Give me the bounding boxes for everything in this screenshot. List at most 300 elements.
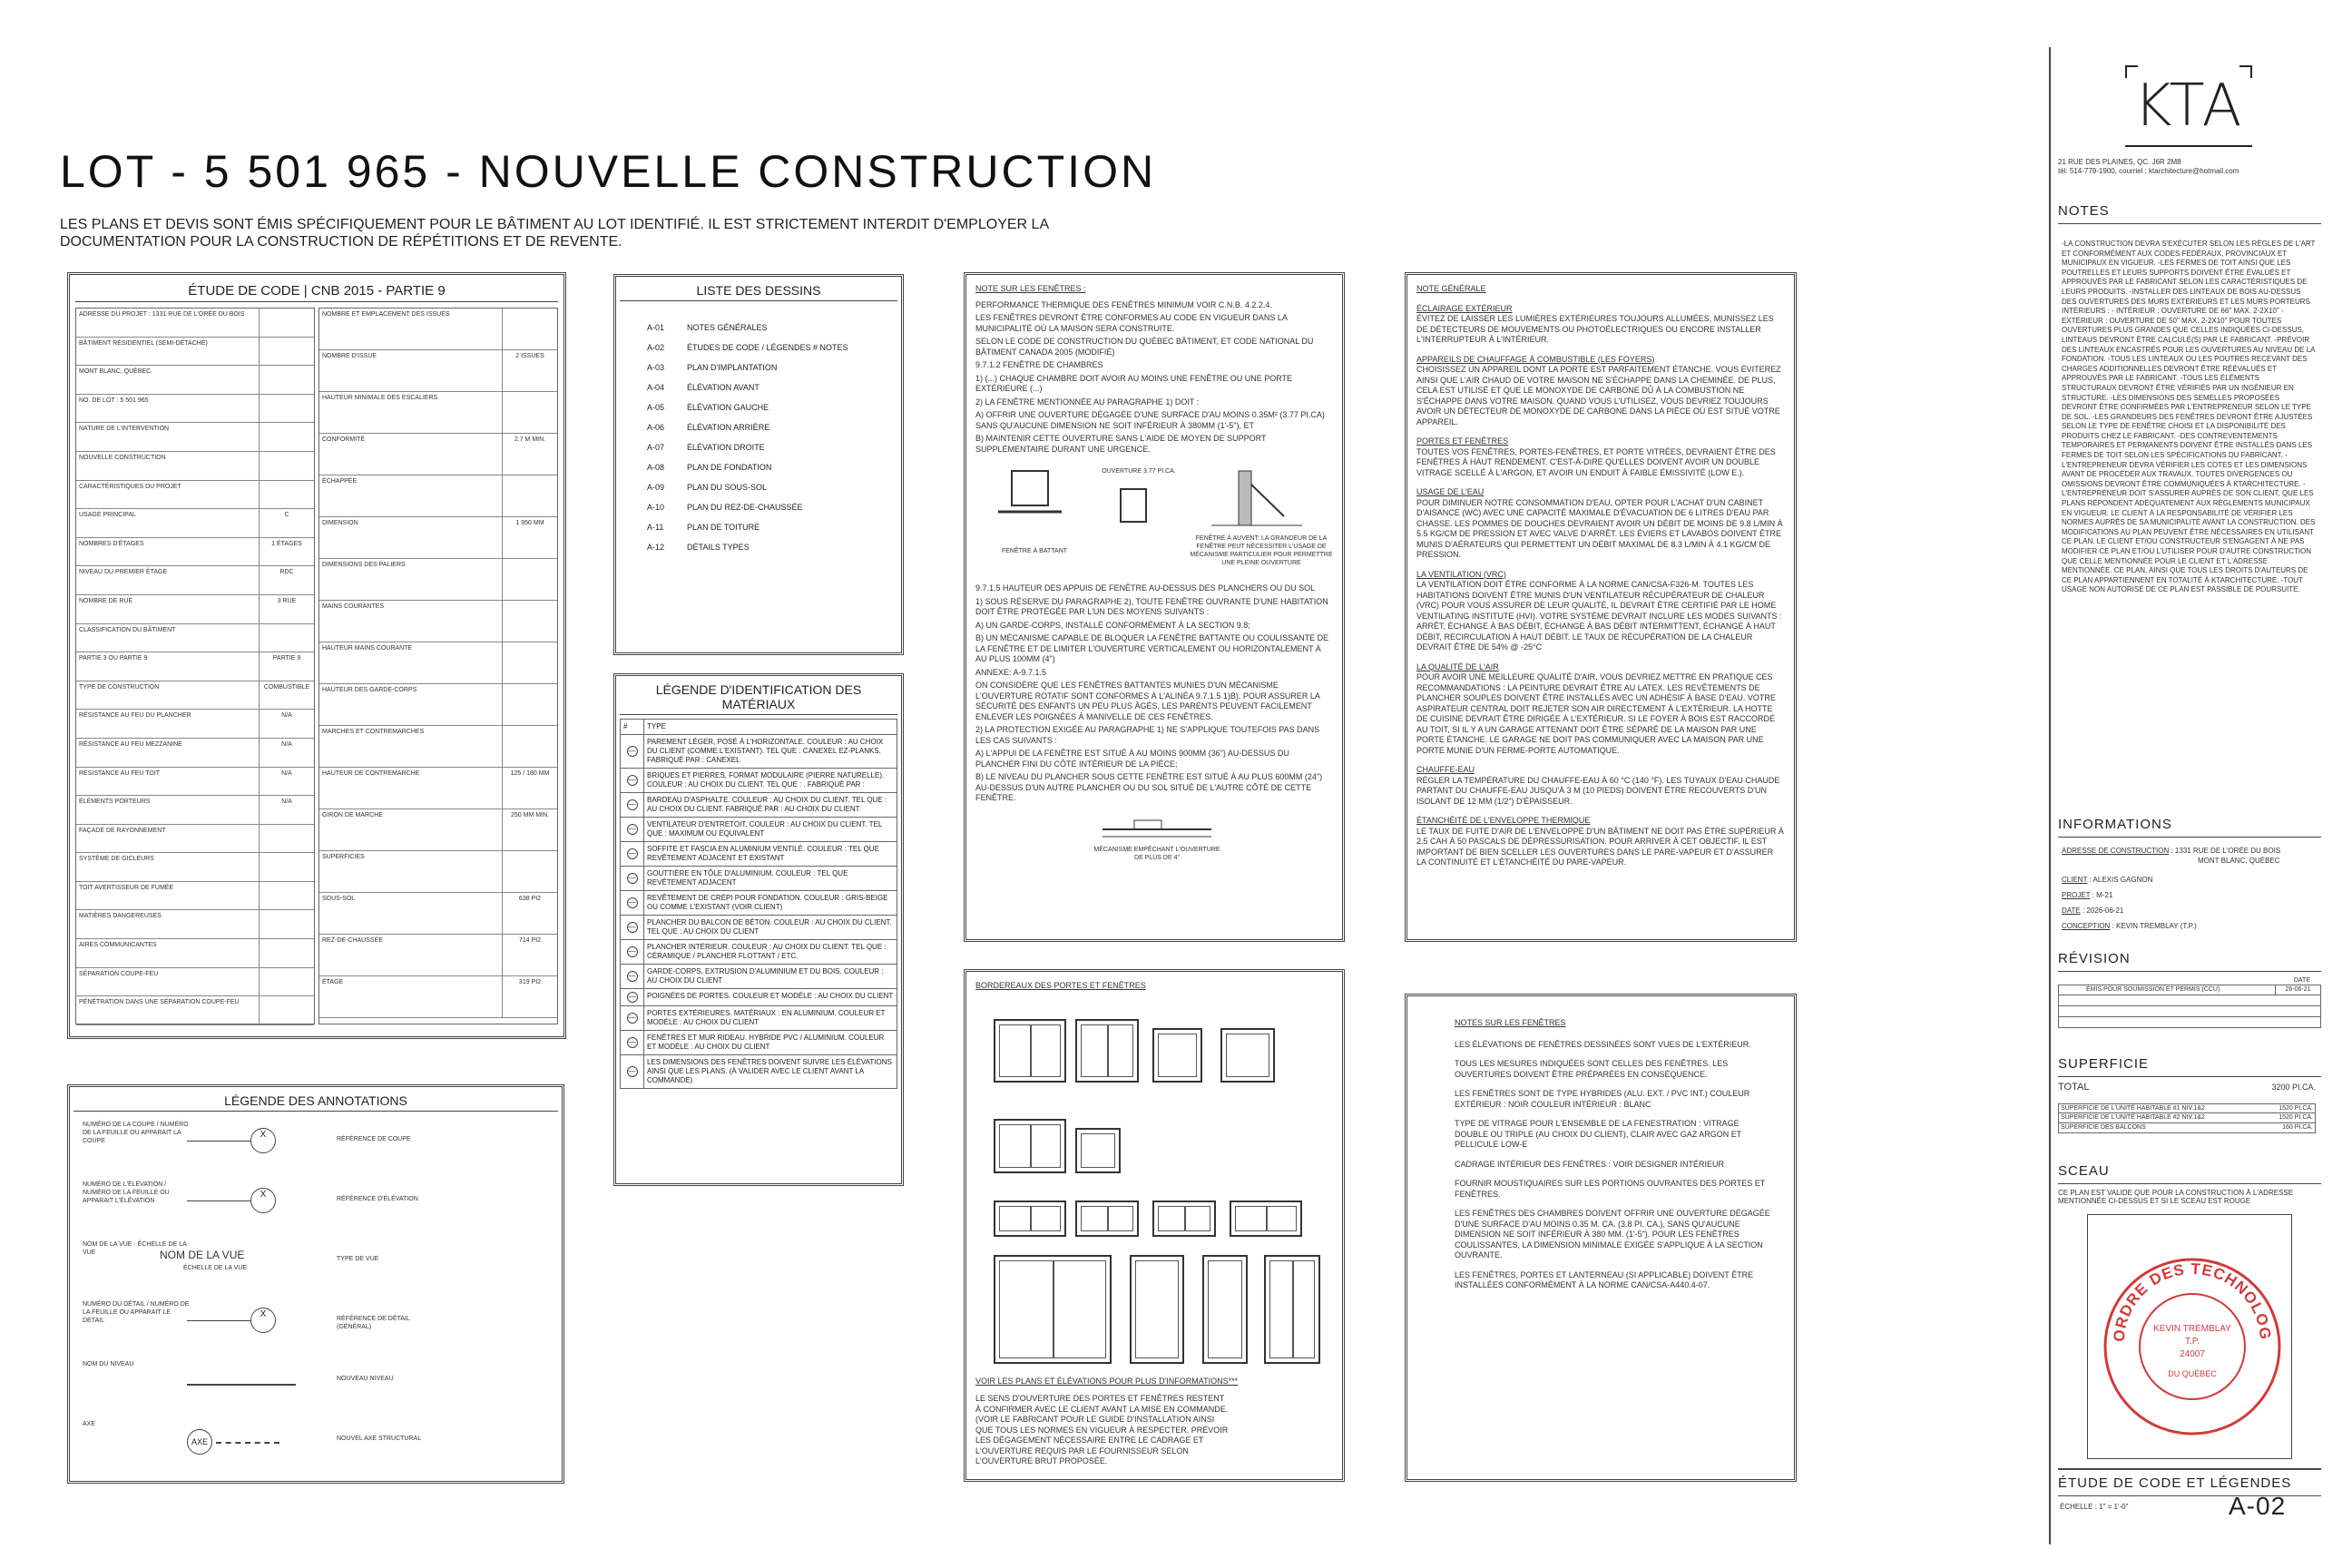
code-label: HAUTEUR MINIMALE DES ESCALIERS [319,392,503,433]
materials-legend-panel [613,673,904,1186]
frames-schedule-title: BORDEREAUX DES PORTES ET FENÊTRES [975,981,1146,990]
code-row [319,517,557,559]
logo [2125,65,2252,147]
code-row [76,538,314,567]
code-value: PARTIE 9 [272,655,301,662]
revision-heading: RÉVISION [2058,951,2131,966]
code-label: NOMBRE DE RUE [76,595,260,623]
code-value [260,309,314,337]
code-row [319,726,557,768]
annotation-desc: AXE [83,1421,96,1427]
code-value [260,853,314,881]
drawing-number: A-08 [647,463,665,472]
general-note-text: POUR DIMINUER NOTRE CONSOMMATION D'EAU, OPTER POUR L'ACHAT D'UN CABINET D'AISANCE (WC) AVEC UNE CAPACITÉ MAXIMALE D'ÉVACUATION DE 6 LITRES D'EAU PAR CHASSE. LES POMMES DE DOUCHES DEVRAIENT AVOIR UN DÉBIT DE MOINS DE 9.8 L/MIN À 5.5 KG/CM DE PRESSION ET AVEC VALVE D'ARRÊT. LES ÉVIERS ET LAVABOS DOIVENT ÊTRE MUNIS D'AÉRATEURS QUI PERMETTENT UN DÉBIT MAXIMAL DE 8.3 L/MIN À 4.1 KG/CM DE PRESSION. [1416,497,1783,559]
general-note-heading: USAGE DE L'EAU [1416,487,1485,496]
code-label: TYPE DE CONSTRUCTION [76,681,260,710]
code-label: RÉSISTANCE AU FEU MEZZANINE [76,739,260,767]
material-row [621,891,897,916]
material-icon-cell [621,891,644,916]
client-label: CLIENT [2062,876,2088,884]
code-label: BÂTIMENT RÉSIDENTIEL (SEMI-DÉTACHÉ) [76,338,260,366]
material-icon-cell [621,793,644,818]
code-row [319,392,557,434]
material-tag-icon: — [628,849,636,858]
material-icon-cell [621,842,644,867]
window-note-line: 2) LA PROTECTION EXIGÉE AU PARAGRAPHE 1) NE S'APPLIQUE TOUTEFOIS PAS DANS LES CAS SUIVANTS : [975,725,1320,745]
window-note-line: LES FENÊTRES DEVRONT ÊTRE CONFORMES AU CODE EN VIGUEUR DANS LA MUNICIPALITÉ OÙ LA MAISON SERA CONSTRUITE. [975,313,1288,333]
code-value [503,601,557,642]
code-label: HAUTEUR DES GARDE-CORPS [319,684,503,725]
code-value [503,309,557,349]
material-icon-cell [621,867,644,891]
annotation-symbol [196,1364,305,1404]
seal-frame [2087,1214,2292,1459]
axis-label: AXE [191,1437,208,1446]
drawing-name: PLAN DE FONDATION [687,463,772,472]
window-note-2-line: LES FENÊTRES, PORTES ET LANTERNEAU (SI APPLICABLE) DOIVENT ÊTRE INSTALLÉES CONFORMÉMENT À LA NORME CAN/CSA-A440.4-07. [1455,1269,1754,1289]
annotation-type: NOUVEL AXE STRUCTURAL [337,1436,422,1442]
code-value [260,423,314,451]
code-value [503,392,557,433]
material-tag-icon: — [628,1067,636,1075]
window-note-2-line: FOURNIR MOUSTIQUAIRES SUR LES PORTIONS OUVRANTES DES PORTES ET FENÊTRES. [1455,1179,1766,1199]
code-value: 638 PI2 [518,896,542,902]
code-row [319,768,557,809]
code-value [260,481,314,509]
window-elevation [1075,1128,1121,1173]
code-row [76,366,314,395]
drawing-row [620,517,897,537]
code-value [260,452,314,480]
code-label: NOMBRE D'ISSUE [319,350,503,391]
sheet-title: LOT - 5 501 965 - NOUVELLE CONSTRUCTION [60,146,1157,197]
window-notes-2-title: NOTES SUR LES FENÊTRES [1455,1018,1566,1027]
drawing-name: PLAN DU SOUS-SOL [687,483,768,492]
drawing-number: A-09 [647,483,665,492]
annotation-desc: NUMÉRO DE L'ÉLÉVATION / NUMÉRO DE LA FEUILLE OU APPARAIT L'ÉLÉVATION [83,1181,170,1204]
code-row [76,624,314,653]
seal-qc: DU QUÉBEC [2168,1369,2217,1378]
general-note-text: POUR AVOIR UNE MEILLEURE QUALITÉ D'AIR, VOUS DEVRIEZ METTRE EN PRATIQUE CES RECOMMANDATIONS : LA PEINTURE DEVRAIT ÊTRE AU LATEX. LES REVÊTEMENTS DE PLANCHER SOUPLES DOIVENT ÊTRE INSTALLÉS AVEC UN ADHÉSIF À BASE D'EAU. VOTRE ASPIRATEUR CENTRAL DOIT REJETER SON AIR DIRECTEMENT À L'EXTÉRIEUR. LA HOTTE DE CUISINE DEVRAIT ÊTRE DIRIGÉE À L'EXTÉRIEUR. SI LE FOYER À BOIS EST RACCORDÉ AU TOIT, SI IL Y A UN GARAGE ATTENANT DOIT ÊTRE SÉPARÉ DE LA MAISON PAR UNE PORTE ÉTANCHE. LE GARAGE NE DOIT PAS COMMUNIQUER AVEC LA MAISON PAR UNE PORTE MUNIE D'UN FERME-PORTE AUTOMATIQUE. [1416,672,1776,755]
code-value [503,559,557,600]
view-name: NOM DE LA VUE [160,1249,245,1261]
area-value: 160 PI.CA. [2282,1124,2313,1131]
material-row [621,735,897,769]
code-label: MATIÈRES DANGEREUSES [76,910,260,938]
window-note-line: 9.7.1.5 HAUTEUR DES APPUIS DE FENÊTRE AU-DESSUS DES PLANCHERS OU DU SOL [975,583,1316,593]
general-note-text: CHOISISSEZ UN APPAREIL DONT LA PORTE EST PARFAITEMENT ÉTANCHE. VOUS ÉVITEREZ AINSI QUE L'AIR CHAUD DE VOTRE MAISON NE S'ÉCHAPPE DANS LA CHEMINÉE. DE PLUS, CELA EST UTILISÉ ET QUE LE MONOXYDE DE CARBONE DÛ À LA COMBUSTION NE S'ÉCHAPPE DANS VOTRE MAISON. QUAND VOUS L'UTILISEZ, VOUS DEVRIEZ TOUJOURS AVOIR UN DÉTECTEUR DE MONOXYDE DE CARBONE DANS LA PIÈCE OÙ EST SITUÉ VOTRE APPAREIL. [1416,365,1781,426]
axis-bubble [187,1429,212,1455]
material-desc: VENTILATEUR D'ENTRETOIT. COULEUR : AU CHOIX DU CLIENT. TEL QUE : MAXIMUM OU ÉQUIVALENT [644,818,897,842]
code-value: 319 PI2 [518,979,542,985]
frames-note-text: LE SENS D'OUVERTURE DES PORTES ET FENÊTRES RESTENT À CONFIRMER AVEC LE CLIENT AVANT LA MISE EN COMMANDE. (VOIR LE FABRICANT POUR LE GUIDE D'INSTALLATION AINSI QUE TOUS LES NORMES EN VIGUEUR À RESPECTER. PRÉVOIR LES DÉGAGEMENT NÉCESSAIRE ENTRE LE CADRAGE ET L'OUVERTURE REQUIS PAR LE FOURNISSEUR SELON L'OUVERTURE BRUT PROPOSÉE. [975,1394,1229,1465]
area-total-row [2058,1082,2316,1093]
rev-date-header: DATE [2293,977,2310,984]
window-elevation [1202,1255,1248,1364]
drawing-row [620,477,897,497]
area-total: 3200 PI.CA. [2271,1083,2316,1092]
material-icon-cell [621,965,644,989]
seal-tp: T.P. [2185,1337,2200,1347]
code-label: ÉTAGE [319,976,503,1017]
drawing-name: ÉLÉVATION GAUCHE [687,403,769,412]
general-note-text: RÉGLER LA TEMPÉRATURE DU CHAUFFE-EAU À 60 °C (140 °F). LES TUYAUX D'EAU CHAUDE PARTANT DU CHAUFFE-EAU JUSQU'À 3 M (10 PIEDS) DOIVENT ÊTRE RECOUVERTS D'UN ISOLANT DE 12 MM (1/2") D'ÉPAISSEUR. [1416,775,1780,806]
drawing-number: A-10 [647,503,665,512]
drawing-number: A-04 [647,383,665,392]
material-desc: PAREMENT LÉGER, POSÉ À L'HORIZONTALE. COULEUR : AU CHOIX DU CLIENT (COMME L'EXISTANT). TEL QUE : CANEXEL EZ-PLANKS. FABRIQUÉ PAR : CANEXEL [644,735,897,769]
material-desc: SOFFITE ET FASCIA EN ALUMINIUM VENTILÉ. COULEUR : TEL QUE REVÊTEMENT ADJACENT ET EXISTANT [644,842,897,867]
code-value: 3 RUE [277,597,297,604]
material-row [621,989,897,1006]
code-label: MONT BLANC, QUÉBEC [76,366,260,394]
code-value [503,642,557,683]
window-elevation [1220,1028,1275,1083]
annotation-symbol [191,1424,305,1464]
code-value [260,939,314,967]
code-row [319,475,557,517]
material-icon-cell [621,769,644,793]
code-label: RÉSISTANCE AU FEU TOIT [76,768,260,796]
area-row [2058,1113,2316,1123]
code-row [76,652,314,681]
materials-legend-title: LÉGENDE D'IDENTIFICATION DES MATÉRIAUX [620,680,897,715]
code-label: SYSTÈME DE GICLEURS [76,853,260,881]
material-tag-icon: — [628,1014,636,1022]
code-value [260,624,314,652]
seal-number: 24007 [2180,1349,2205,1359]
code-value: C [284,512,289,519]
fig-opening-label: OUVERTURE 3.77 PI.CA. [1102,468,1176,475]
code-value [260,882,314,910]
window-note-line: ON CONSIDÈRE QUE LES FENÊTRES BATTANTES MUNIES D'UN MÉCANISME L'OUVERTURE ROTATIF SONT CONFORMES À L'ALINÉA 9.7.1.5 1)B). POUR ASSURER LA SÉCURITÉ DES ENFANTS UN PEU PLUS ÂGÉS, LES PARENTS PEUVENT FACILEMENT ENLEVER LES POIGNÉES À MANIVELLE DE CES FENÊTRES. [975,681,1320,721]
code-label: DIMENSIONS DES PALIERS [319,559,503,600]
code-value [260,910,314,938]
material-desc: PLANCHER DU BALCON DE BÉTON. COULEUR : AU CHOIX DU CLIENT. TEL QUE : AU CHOIX DU CLIENT [644,916,897,940]
code-row [76,595,314,624]
code-study-left-column [75,308,315,1024]
window-note-2-line: LES FENÊTRES SONT DE TYPE HYBRIDES (ALU. EXT. / PVC INT.) COULEUR EXTÉRIEUR : NOIR COULEUR INTÉRIEUR : BLANC [1455,1089,1750,1109]
design-label: CONCEPTION [2062,922,2111,930]
material-icon-cell [621,1031,644,1055]
annotation-symbol [160,1244,305,1284]
material-row [621,867,897,891]
material-icon-cell [621,735,644,769]
window-elevation [994,1119,1066,1173]
window-elevation [994,1019,1066,1083]
material-tag-icon: — [628,923,636,931]
window-elevation [1152,1028,1202,1083]
code-row [76,509,314,538]
fig-casement-label: FENÊTRE À BATTANT [1001,548,1068,554]
window-note-line: 9.7.1.2 FENÊTRE DE CHAMBRES [975,360,1103,369]
annotation-symbol [196,1184,305,1224]
reference-bubble [250,1128,276,1153]
general-note-text: TOUTES VOS FENÊTRES, PORTES-FENÊTRES, ET PORTE VITRÉES, DEVRAIENT ÊTRE DES FENÊTRES À HAUT RENDEMENT. C'EST-À-DIRE QU'ELLES DOIVENT AVOIR UN DOUBLE VITRAGE SCELLÉ À L'ARGON, ET AVOIR UN ENDUIT À FAIBLE ÉMISSIVITÉ (LOW E.). [1416,446,1776,477]
code-label: TOIT AVERTISSEUR DE FUMÉE [76,882,260,910]
annotation-type: RÉFÉRENCE DE DÉTAIL (GÉNÉRAL) [337,1316,410,1330]
code-label: NO. DE LOT : 5 501 965 [76,395,260,423]
code-value: N/A [281,769,292,777]
code-row [76,566,314,595]
material-desc: REVÊTEMENT DE CRÉPI POUR FONDATION. COULEUR : GRIS-BEIGE OU COMME L'EXISTANT (VOIR CLIENT) [644,891,897,916]
material-row [621,769,897,793]
area-label: SUPERFICIE DES BALCONS [2061,1124,2146,1131]
code-row [319,684,557,726]
annotation-legend-title: LÉGENDE DES ANNOTATIONS [74,1091,558,1112]
code-value: RDC [279,569,294,576]
frames-note-title: VOIR LES PLANS ET ÉLÉVATIONS POUR PLUS D'INFORMATIONS*** [975,1376,1239,1386]
code-label: DIMENSION [319,517,503,558]
frames-schedule-panel [964,969,1345,1482]
window-elevation [1075,1200,1139,1237]
material-tag-icon: — [628,747,636,755]
code-label: ÉCHAPPÉE [319,475,503,516]
drawing-name: ÉLÉVATION ARRIÈRE [687,423,770,432]
code-value: N/A [281,740,292,748]
code-label: MARCHES ET CONTREMARCHES [319,726,503,767]
code-value: 714 PI2 [518,937,542,944]
material-tag-icon: — [628,825,636,833]
general-note-text: LE TAUX DE FUITE D'AIR DE L'ENVELOPPE D'UN BÂTIMENT NE DOIT PAS ÊTRE SUPÉRIEUR À 2.5 CAH À 50 PASCALS DE DÉPRESSURISATION. POUR ARRIVER À CET OBJECTIF, IL EST IMPORTANT DE BIEN SCELLER LES OUVERTURES DANS LE PARE-VAPEUR ET D'ASSURER LA CONTINUITÉ ET L'ÉTANCHÉITÉ DU PARE-VAPEUR. [1416,826,1784,867]
window-note-line: 1) SOUS RÉSERVE DU PARAGRAPHE 2), TOUTE FENÊTRE OUVRANTE D'UNE HABITATION DOIT ÊTRE PROTÉGÉE PAR L'UN DES MOYENS SUIVANTS : [975,596,1328,616]
code-row [319,309,557,350]
material-desc: LES DIMENSIONS DES FENÊTRES DOIVENT SUIVRE LES ÉLÉVATIONS AINSI QUE LES PLANS. (À VALIDER AVEC LE CLIENT AVANT LA COMMANDE) [644,1055,897,1089]
material-desc: PLANCHER INTÉRIEUR. COULEUR : AU CHOIX DU CLIENT. TEL QUE : CÉRAMIQUE / PLANCHER FLOTTANT / ETC. [644,940,897,965]
area-heading: SUPERFICIE [2058,1056,2150,1072]
drawing-name: PLAN D'IMPLANTATION [687,363,778,372]
general-note-text: ÉVITEZ DE LAISSER LES LUMIÈRES EXTÉRIEURES TOUJOURS ALLUMÉES, MUNISSEZ LES DE DÉTECTEURS DE MOUVEMENTS OU PHOTOÉLECTRIQUES OU ENCORE INSTALLER L'INTERRUPTEUR À L'INTÉRIEUR. [1416,314,1774,344]
drawing-number: A-02 [647,343,665,352]
title-block [2049,47,2321,1544]
window-elevation [1264,1255,1320,1364]
firm-contact: tél: 514-779-1900, courriel : ktarchitecture@hotmail.com [2058,167,2239,175]
code-label: NOMBRES D'ÉTAGES [76,538,260,566]
drawing-name: DÉTAILS TYPES [687,543,750,552]
annotation-type: RÉFÉRENCE DE COUPE [337,1136,411,1142]
code-value: 125 / 180 MM [510,770,550,777]
code-value [260,968,314,996]
drawing-number: A-11 [647,523,664,532]
code-row [319,976,557,1018]
general-note-text: LA VENTILATION DOIT ÊTRE CONFORME À LA NORME CAN/CSA-F326-M. TOUTES LES HABITATIONS DOIVENT ÊTRE MUNIS D'UN VENTILATEUR RÉCUPÉRATEUR DE CHALEUR (VRC) POUR VOUS ASSURER DE LEUR QUALITÉ, IL DEVRAIT ÊTRE CERTIFIÉ PAR LE HOME VENTILATING INSTITUTE (HVI). VOTRE SYSTÈME DEVRAIT INCLURE LES MODES SUIVANTS : ARRÊT, ÉCHANGE À BAS DÉBIT, ÉCHANGE À BAS DÉBIT INTERMITTENT, ÉCHANGE À HAUT DÉBIT, RECIRCULATION À HAUT DÉBIT. LE TAUX DE RÉCUPÉRATION DE LA CHALEUR DEVRAIT ÊTRE DE 54% @ -25°C [1416,580,1782,652]
code-row [319,559,557,601]
code-label: USAGE PRINCIPAL [76,509,260,537]
material-desc: GOUTTIÈRE EN TÔLE D'ALUMINIUM. COULEUR : TEL QUE REVÊTEMENT ADJACENT [644,867,897,891]
annotation-type: RÉFÉRENCE D'ÉLÉVATION [337,1196,418,1202]
window-note-line: B) MAINTENIR CETTE OUVERTURE SANS L'AIDE DE MOYEN DE SUPPORT SUPPLÉMENTAIRE DURANT UNE URGENCE. [975,434,1267,454]
general-note-heading: PORTES ET FENÊTRES [1416,436,1509,446]
window-note-line: A) L'APPUI DE LA FENÊTRE EST SITUÉ À AU MOINS 900MM (36") AU-DESSUS DU PLANCHER FINI DU CÔTÉ INTÉRIEUR DE LA PIÈCE; [975,749,1289,769]
window-diagrams [975,462,1333,580]
code-value: 250 MM MIN. [510,812,549,818]
window-notes-panel [964,272,1345,942]
project-value: : M-21 [2092,891,2113,899]
material-row [621,1031,897,1055]
material-row [621,793,897,818]
code-value: 1 950 MM [515,520,544,526]
window-note-2-line: TOUS LES MESURES INDIQUÉES SONT CELLES DES FENÊTRES. LES OUVERTURES DOIVENT ÊTRE PRÉPARÉES EN CONSÉQUENCE. [1455,1059,1729,1079]
material-tag-icon: — [628,972,636,980]
drawing-name: NOTES GÉNÉRALES [687,323,768,332]
code-label: SOUS-SOL [319,893,503,934]
code-label: MAINS COURANTES [319,601,503,642]
material-icon-cell [621,916,644,940]
general-note-heading: ÉCLAIRAGE EXTÉRIEUR [1416,303,1513,313]
window-note-line: SELON LE CODE DE CONSTRUCTION DU QUÉBEC BÂTIMENT, ET CODE NATIONAL DU BÂTIMENT CANADA 2005 (MODIFIÉ) [975,337,1314,357]
window-elevation [1075,1019,1139,1083]
code-value [260,996,314,1024]
drawing-row [620,338,897,358]
code-row [76,681,314,710]
bubble-x: X [260,1130,267,1140]
fig-limiter-label: MÉCANISME EMPÊCHANT L'OUVERTURE DE PLUS DE 4" [1093,846,1220,861]
code-value: 1 ÉTAGES [271,540,302,547]
code-label: ÉLÉMENTS PORTEURS [76,796,260,824]
material-desc: POIGNÉES DE PORTES. COULEUR ET MODÈLE : AU CHOIX DU CLIENT [644,989,897,1006]
code-value: N/A [281,799,292,806]
date-label: DATE [2062,906,2081,915]
drawing-row [620,497,897,517]
area-row [2058,1123,2316,1133]
drawing-number: A-06 [647,423,665,432]
material-tag-icon: — [628,800,636,808]
code-label: REZ-DE-CHAUSSÉE [319,935,503,975]
code-row [76,710,314,739]
window-notes-title: NOTE SUR LES FENÊTRES : [975,284,1086,293]
code-row [76,309,314,338]
code-label: SÉPARATION COUPE-FEU [76,968,260,996]
window-note-2-line: TYPE DE VITRAGE POUR L'ENSEMBLE DE LA FENESTRATION : VITRAGE DOUBLE OU TRIPLE (AU CHOIX DU CLIENT), CLAIR AVEC GAZ ARGON ET PELLICULE LOW-E [1455,1119,1742,1149]
material-icon-cell [621,818,644,842]
code-label: FAÇADE DE RAYONNEMENT [76,825,260,853]
address-value: : 1331 RUE DE L'ORÉE DU BOIS [2171,847,2281,855]
code-row [76,910,314,939]
window-elevation [994,1255,1112,1364]
code-value: 2.7 M MIN. [514,436,546,443]
seal-name: KEVIN TREMBLAY [2153,1324,2231,1334]
code-row [319,893,557,935]
code-value [260,825,314,853]
code-label: NOUVELLE CONSTRUCTION [76,452,260,480]
code-row [76,739,314,768]
sheet-subtitle: LES PLANS ET DEVIS SONT ÉMIS SPÉCIFIQUEMENT POUR LE BÂTIMENT AU LOT IDENTIFIÉ. IL EST STRICTEMENT INTERDIT D'EMPLOYER LA DOCUMENTATION POUR LA CONSTRUCTION DE RÉPÉTITIONS ET DE REVENTE. [60,217,1049,250]
window-note-line: ANNEXE: A-9.7.1.5 [975,667,1047,677]
annotation-type: NOUVEAU NIVEAU [337,1376,394,1382]
window-note-line: PERFORMANCE THERMIQUE DES FENÊTRES MINIMUM VOIR C.N.B. 4.2.2.4. [975,299,1272,309]
material-tag-icon: — [628,993,636,1001]
material-tag-icon: — [628,776,636,784]
code-row [319,851,557,893]
code-study-right-column [318,308,558,1024]
window-elevation [1130,1255,1184,1364]
material-icon-cell [621,1055,644,1089]
notes-heading: NOTES [2058,203,2110,219]
material-desc: FENÊTRES ET MUR RIDEAU. HYBRIDE PVC / ALUMINIUM. COULEUR ET MODÈLE : AU CHOIX DU CLIENT [644,1031,897,1055]
general-notes-panel [1405,272,1797,942]
code-value: N/A [281,712,292,720]
general-note-heading: APPAREILS DE CHAUFFAGE À COMBUSTIBLE (LES FOYERS) [1416,354,1655,364]
annotation-type: TYPE DE VUE [337,1256,379,1262]
project-label: PROJET [2062,891,2091,899]
window-elevation [994,1200,1066,1237]
address-city: MONT BLANC, QUÉBEC [2198,857,2280,865]
window-note-line: 1) (...) CHAQUE CHAMBRE DOIT AVOIR AU MOINS UNE FENÊTRE OU UNE PORTE EXTÉRIEURE (...) [975,373,1293,393]
view-scale: ÉCHELLE DE LA VUE [183,1265,248,1271]
code-row [76,423,314,452]
code-row [76,796,314,825]
limiter-diagram [975,811,1338,848]
drawing-name: ÉLÉVATION AVANT [687,383,760,392]
area-label: SUPERFICIE DE L'UNITÉ HABITABLE #2 NIV.1&2 [2061,1114,2205,1121]
code-value [503,851,557,892]
seal-text: CE PLAN EST VALIDE QUE POUR LA CONSTRUCTION À L'ADRESSE MENTIONNÉE CI-DESSUS ET SI LE SCEAU EST ROUGE [2058,1189,2294,1205]
code-row [76,882,314,911]
drawing-name: ÉTUDES DE CODE / LÉGENDES # NOTES [687,343,848,352]
code-row [76,481,314,510]
drawing-row [620,397,897,417]
drawing-row [620,358,897,377]
annotation-desc: NOM DU NIVEAU [83,1361,134,1367]
material-tag-icon: — [628,1038,636,1046]
code-label: NATURE DE L'INTERVENTION [76,423,260,451]
fig-awning-label: FENÊTRE À AUVENT: LA GRANDEUR DE LA FENÊTRE PEUT NÉCESSITER L'USAGE DE MÉCANISME PARTICULIER POUR PERMETTRE UNE PLEINE OUVERTURE [1190,535,1333,566]
material-icon-cell [621,940,644,965]
area-label: SUPERFICIE DE L'UNITÉ HABITABLE #1 NIV.1&2 [2061,1105,2205,1112]
area-value: 1520 PI.CA. [2278,1114,2313,1121]
material-row [621,940,897,965]
material-row [621,1055,897,1089]
material-icon-cell [621,1006,644,1031]
material-tag-icon: — [628,874,636,882]
code-label: PÉNÉTRATION DANS UNE SÉPARATION COUPE-FEU [76,996,260,1024]
general-note-heading: CHAUFFE-EAU [1416,765,1475,774]
code-row [76,996,314,1025]
code-label: RÉSISTANCE AU FEU DU PLANCHER [76,710,260,738]
rev-date: 26-06-21 [2275,985,2320,995]
notes-text: -LA CONSTRUCTION DEVRA S'EXÉCUTER SELON LES RÈGLES DE L'ART ET CONFORMÉMENT AUX CODES FÉDÉRAUX, PROVINCIAUX ET MUNICIPAUX EN VIGUEUR. -LES FERMES DE TOIT AINSI QUE LES POUTRELLES ET LEURS SUPPORTS DOIVENT ÊTRE ÉVALUÉS ET APPROUVÉS PAR LE FABRICANT SELON LES CARACTÉRISTIQUES DE LEURS PRODUITS. -INSTALLER DES LINTEAUX DE BOIS AU-DESSUS DES OUVERTURES DES MURS EXTÉRIEURS ET LES MURS PORTEURS INTÉRIEURS : - INTÉRIEUR : OUVERTURE DE 66" MAX. 2-2X10" - EXTÉRIEUR : OUVERTURE DE 50" MAX. 2-2X10" POUR TOUTES OUVERTURES PLUS GRANDES QUE CELLES INDIQUÉES CI-DESSUS, LINTEAUS DEVRONT ÊTRE CALCULÉ(S) PAR LE FABRICANT. -PRÉVOIR DES LINTEAUX ENCASTRÉS POUR LES OUVERTURES AU NIVEAU DE LA FONDATION. -TOUS LES LINTEAUX OU LES POUTRES RECEVANT DES CHARGES ADDITIONNELLES DEVRONT ÊTRE RÉÉVALUÉS ET APPROUVÉS PAR LE FABRICANT. -TOUS LES ÉLÉMENTS STRUCTURAUX DEVRONT ÊTRE VÉRIFIÉS PAR UN INGÉNIEUR EN STRUCTURE. -LES DIMENSIONS DES SEMELLES PROPOSÉES DEVRONT ÊTRE CONFIRMÉES PAR L'ENTREPRENEUR SELON LE TYPE DE SOL. -LES GRANDEURS DES FENÊTRES DEVRONT ÊTRE AJUSTÉES SELON LE TYPE DE FENÊTRE CHOISI ET LA DISPONIBILITÉ DES PRODUITS CHEZ LE FABRICANT. -DES CONTREVENTEMENTS TEMPORAIRES ET PERMANENTS DOIVENT ÊTRE INSTALLÉS DANS LES FERMES DE TOIT SELON LES SPÉCIFICATIONS DU FABRICANT. -L'ENTREPRENEUR DEVRA VÉRIFIER LES COTES ET LES DIMENSIONS AVANT DE PROCÉDER AUX TRAVAUX. TOUTES DIVERGENCES OU OMISSIONS DEVRONT ÊTRE COMMUNIQUÉES À KTARCHITECTURE. -L'ENTREPRENEUR DOIT S'ASSURER AUPRÈS DE SON CLIENT, QUE LES PLANS RÉPONDENT ADÉQUATEMENT AUX RÈGLEMENTS MUNICIPAUX EN VIGUEUR. LE CLIENT À LA RESPONSABILITÉ DE VÉRIFIER LES NORMES AUPRÈS DE SA MUNICIPALITÉ AVANT LA CONSTRUCTION. DES MODIFICATIONS AU PLAN PEUVENT ÊTRE NÉCESSAIRES EN UTILISANT CE PLAN. LE CLIENT ET/OU CONSTRUCTEUR S'ENGAGENT À NE PAS MODIFIER CE PLAN ET/OU L'UTILISER POUR D'AUTRE CONSTRUCTION QUE CELLE MENTIONNÉE POUR LE CLIENT ET L'ADRESSE MENTIONNÉE. CE PLAN, AINSI QUE TOUS LES DROITS D'AUTEURS DE CE PLAN APPARTIENNENT EN TOTALITÉ À KTARCHITECTURE. -TOUT USAGE NON AUTORISÉ DE CE PLAN EST PASSIBLE DE POURSUITE. [2062,240,2316,594]
material-desc: PORTES EXTÉRIEURES. MATÉRIAUX : EN ALUMINIUM. COULEUR ET MODÈLE : AU CHOIX DU CLIENT [644,1006,897,1031]
code-value [260,338,314,366]
code-row [319,642,557,684]
code-row [76,825,314,854]
window-notes-2-panel [1405,994,1797,1482]
drawing-list-title: LISTE DES DESSINS [620,280,897,301]
code-row [76,768,314,797]
address-label: ADRESSE DE CONSTRUCTION [2062,847,2170,855]
code-row [76,338,314,367]
seal-stamp [2088,1215,2293,1460]
code-row [76,452,314,481]
drawing-row [620,457,897,477]
drawing-name: PLAN DE TOITURE [687,523,760,532]
window-elevation [1230,1200,1302,1237]
material-row [621,842,897,867]
code-label: GIRON DE MARCHE [319,809,503,850]
code-label: AIRES COMMUNICANTES [76,939,260,967]
code-label: CONFORMITÉ [319,434,503,475]
drawing-number: A-07 [647,443,665,452]
code-row [319,601,557,642]
date-value: : 2026-06-21 [2082,906,2124,915]
sheet-name: ÉTUDE DE CODE ET LÉGENDES [2058,1475,2292,1491]
annotation-symbol [196,1124,305,1164]
project-info [2062,846,2325,931]
drawing-name: ÉLÉVATION DROITE [687,443,765,452]
material-row [621,818,897,842]
info-heading: INFORMATIONS [2058,817,2172,832]
reference-bubble [250,1308,276,1333]
materials-col-no: # [621,720,644,735]
